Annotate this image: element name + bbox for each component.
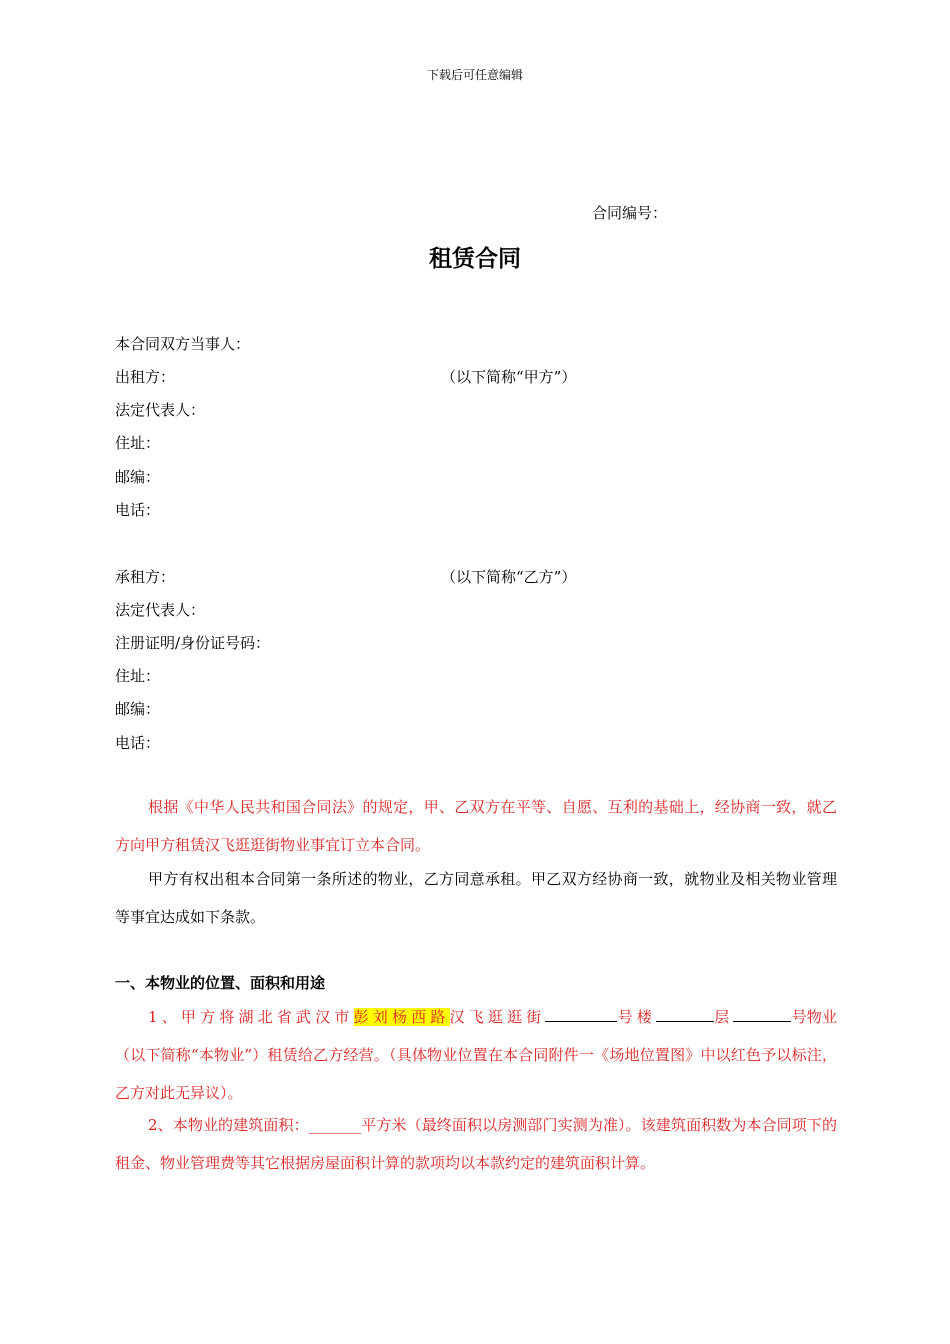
lessee-alias: （以下简称“乙方”） — [441, 568, 577, 586]
section-1-title: 一、本物业的位置、面积和用途 — [115, 974, 326, 992]
lessee-registration: 注册证明/身份证号码： — [115, 634, 271, 652]
clause-2-rest: 平方米（最终面积以房测部门实测为准）。该建筑面积数为本合同项下的租金、物业管理费等其它根据房屋面积计算的款项均以本款约定的建筑面积计算。 — [115, 1116, 837, 1172]
area-blank: _______ — [308, 1116, 362, 1134]
lessor-label: 出租方： — [115, 368, 176, 386]
agreement-paragraph: 甲方有权出租本合同第一条所述的物业，乙方同意承租。甲乙双方经协商一致，就物业及相关物业管理等事宜达成如下条款。 — [115, 870, 837, 926]
lessor-address: 住址： — [115, 434, 161, 452]
floor-blank — [656, 1007, 714, 1022]
parties-intro: 本合同双方当事人： — [115, 335, 251, 353]
clause-1-mid: 汉飞逛逛街 — [449, 1008, 546, 1026]
clause-1-unit: 号 — [791, 1008, 807, 1026]
clause-2 — [115, 1106, 837, 1182]
lessor-alias: （以下简称“甲方”） — [441, 368, 577, 386]
lessor-phone: 电话： — [115, 501, 161, 519]
clause-2-pre: 2、本物业的建筑面积： — [148, 1116, 309, 1134]
contract-number-label: 合同编号： — [592, 204, 668, 222]
lessee-postcode: 邮编： — [115, 700, 161, 718]
clause-1 — [115, 998, 837, 1112]
lessor-postcode: 邮编： — [115, 468, 161, 486]
header-note: 下载后可任意编辑 — [426, 68, 523, 82]
clause-1-building: 号楼 — [617, 1008, 657, 1026]
lessee-address: 住址： — [115, 667, 161, 685]
preamble-paragraph: 根据《中华人民共和国合同法》的规定，甲、乙双方在平等、自愿、互利的基础上，经协商一致，就乙方向甲方租赁汉飞逛逛街物业事宜订立本合同。 — [115, 798, 837, 854]
lessor-rep: 法定代表人： — [115, 401, 206, 419]
building-blank — [545, 1007, 617, 1022]
clause-1-rest: 物业（以下简称“本物业”）租赁给乙方经营。（具体物业位置在本合同附件一《场地位置图》中以红色予以标注，乙方对此无异议）。 — [115, 1008, 837, 1102]
clause-1-highlight: 彭刘杨西路 — [353, 1008, 450, 1026]
clause-1-floor: 层 — [714, 1008, 734, 1026]
lessee-rep: 法定代表人： — [115, 601, 206, 619]
lessee-label: 承租方： — [115, 568, 176, 586]
clause-1-pre: 1、甲方将湖北省武汉市 — [148, 1008, 354, 1026]
unit-blank — [733, 1007, 791, 1022]
lessee-phone: 电话： — [115, 734, 161, 752]
page-title: 租赁合同 — [429, 246, 521, 272]
